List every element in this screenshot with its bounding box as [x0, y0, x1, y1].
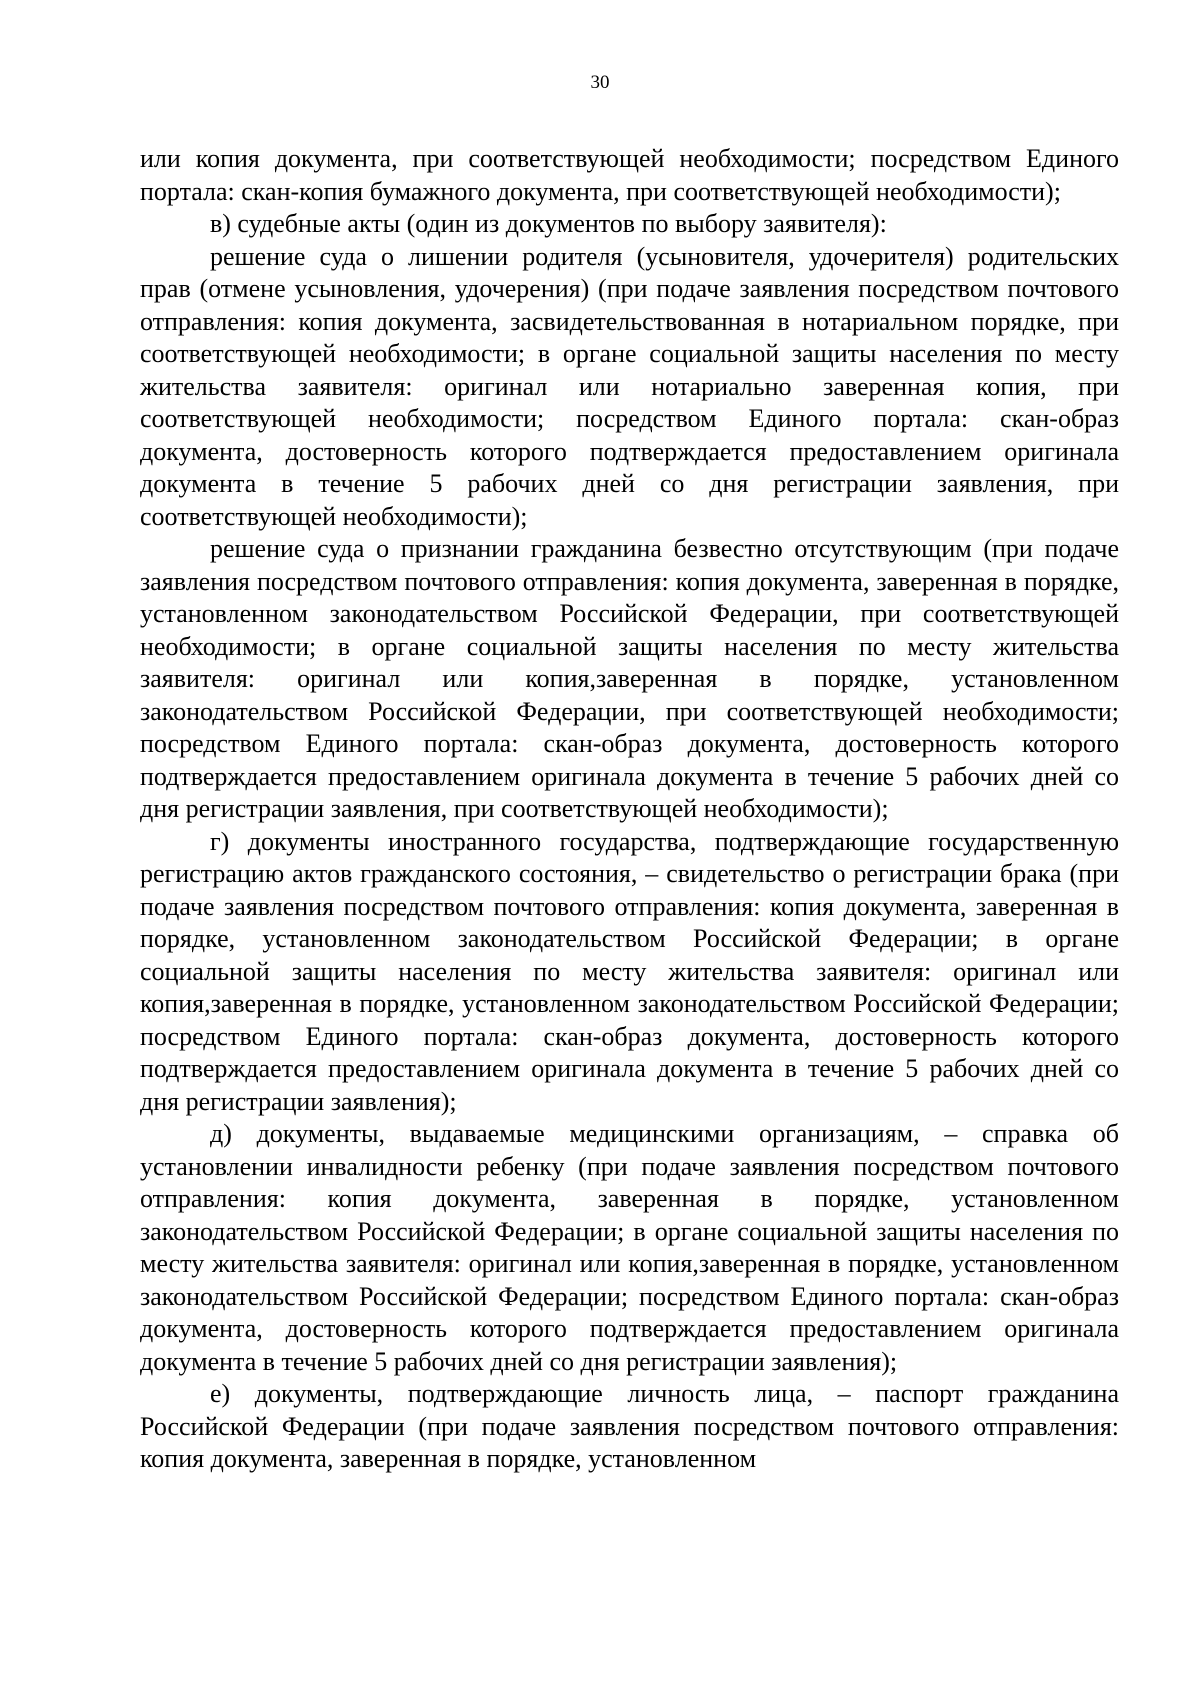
paragraph-item-v-court-acts: в) судебные акты (один из документов по выбору заявителя): — [210, 209, 887, 238]
paragraph-item-e-identity-documents: е) документы, подтверждающие личность лица, – паспорт гражданина Российской Федерации (при подаче заявления посредством почтового отправления: копия документа, заверенная в порядке, установленном — [140, 1379, 1119, 1473]
paragraph-continuation: или копия документа, при соответствующей необходимости; посредством Единого портала: скан-копия бумажного документа, при соответствующей необходимости); — [140, 144, 1119, 206]
paragraph-item-g-foreign-documents: г) документы иностранного государства, подтверждающие государственную регистрацию актов гражданского состояния, – свидетельство о регистрации брака (при подаче заявления посредством почтового отправления: копия документа, заверенная в порядке, установленном законодательством Российской Федерации; в органе социальной защиты населения по месту жительства заявителя: оригинал или копия,заверенная в порядке, установленном законодательством Российской Федерации; посредством Единого портала: скан-образ документа, достоверность которого подтверждается предоставлением оригинала документа в течение 5 рабочих дней со дня регистрации заявления); — [140, 826, 1119, 1116]
paragraph-court-decision-deprivation: решение суда о лишении родителя (усыновителя, удочерителя) родительских прав (отмене усыновления, удочерения) (при подаче заявления посредством почтового отправления: копия документа, засвидетельствованная в нотариальном порядке, при соответствующей необходимости; в органе социальной защиты населения по месту жительства заявителя: оригинал или нотариально заверенная копия, при соответствующей необходимости; посредством Единого портала: скан-образ документа, достоверность которого подтверждается предоставлением оригинала документа в течение 5 рабочих дней со дня регистрации заявления, при соответствующей необходимости); — [140, 241, 1119, 531]
paragraph-item-d-medical-documents: д) документы, выдаваемые медицинскими организациям, – справка об установлении инвалидности ребенку (при подаче заявления посредством почтового отправления: копия документа, заверенная в порядке, установленном законодательством Российской Федерации; в органе социальной защиты населения по месту жительства заявителя: оригинал или копия,заверенная в порядке, установленном законодательством Российской Федерации; посредством Единого портала: скан-образ документа, достоверность которого подтверждается предоставлением оригинала документа в течение 5 рабочих дней со дня регистрации заявления); — [140, 1119, 1119, 1376]
paragraph-court-decision-missing: решение суда о признании гражданина безвестно отсутствующим (при подаче заявления посредством почтового отправления: копия документа, заверенная в порядке, установленном законодательством Российской Федерации, при соответствующей необходимости; в органе социальной защиты населения по месту жительства заявителя: оригинал или копия,заверенная в порядке, установленном законодательством Российской Федерации, при соответствующей необходимости; посредством Единого портала: скан-образ документа, достоверность которого подтверждается предоставлением оригинала документа в течение 5 рабочих дней со дня регистрации заявления, при соответствующей необходимости); — [140, 534, 1119, 823]
document-body — [140, 143, 1119, 1476]
page-number: 30 — [590, 72, 610, 93]
